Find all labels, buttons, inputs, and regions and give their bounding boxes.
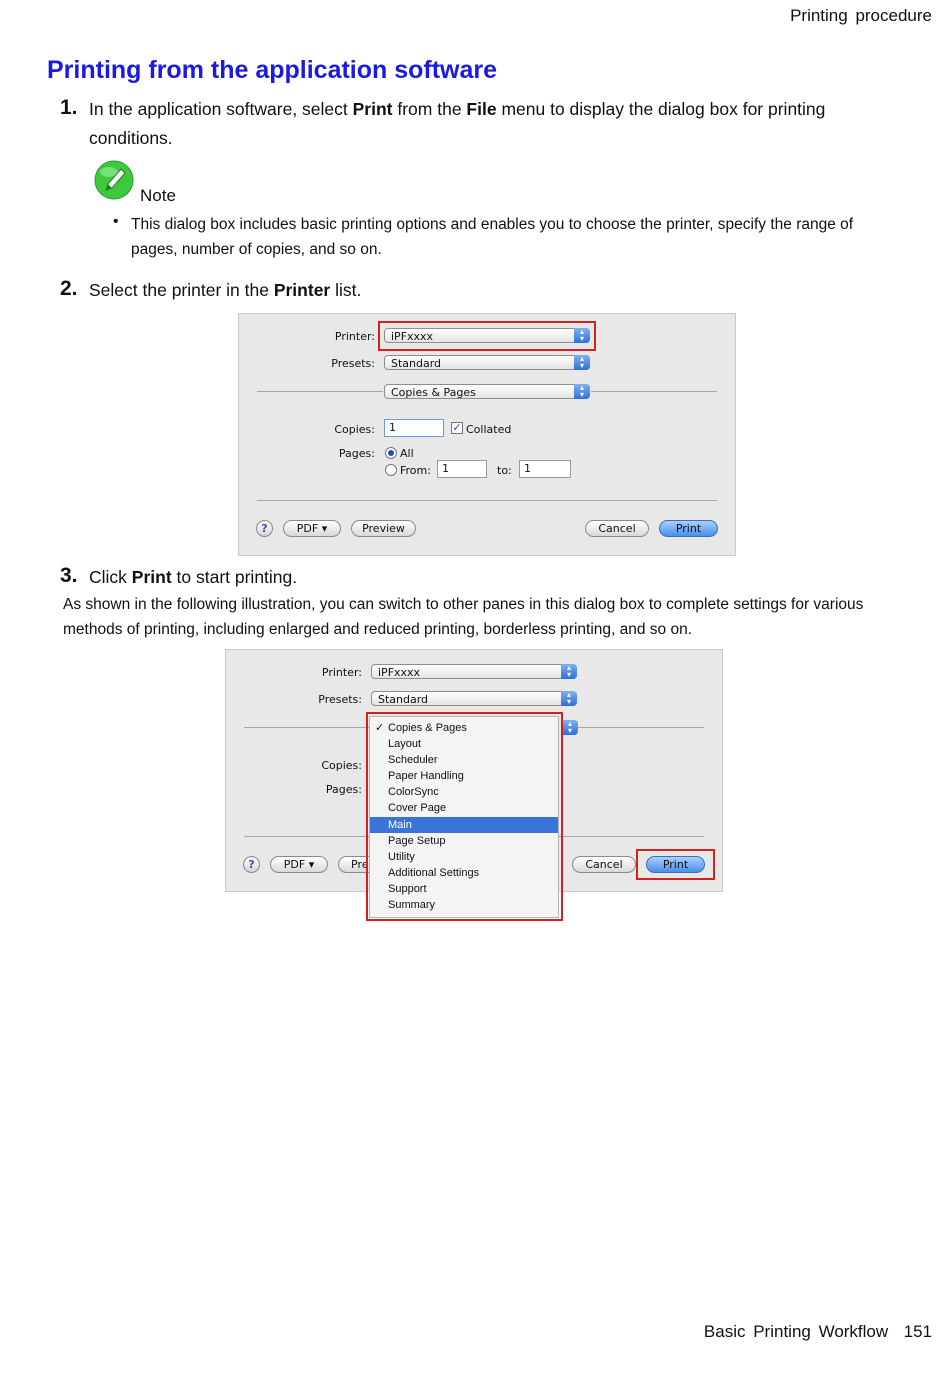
pages-label: Pages: xyxy=(338,447,375,460)
print-highlight-box xyxy=(636,849,715,880)
popup-arrows-icon: ▴ ▾ xyxy=(574,355,590,370)
pane-popup-arrows[interactable] xyxy=(562,720,578,735)
step-3-text-b: to start printing. xyxy=(171,567,298,587)
cancel-button[interactable]: Cancel xyxy=(572,856,636,873)
preview-button-partial[interactable]: Pre xyxy=(338,856,378,873)
menu-item-label: Copies & Pages xyxy=(388,722,467,734)
menu-item-paper-handling[interactable]: Paper Handling xyxy=(388,770,464,782)
menu-item-summary[interactable]: Summary xyxy=(388,899,436,911)
footer-section: Basic Printing Workflow xyxy=(703,1322,889,1341)
pages-from-label: From: xyxy=(400,464,431,477)
step-2-number: 2. xyxy=(60,277,78,300)
pages-from-radio[interactable] xyxy=(385,464,397,476)
step-1-text-c: menu to display the dialog box for printing xyxy=(496,99,826,119)
menu-highlight-box xyxy=(366,712,563,921)
print-button[interactable]: Print xyxy=(659,520,718,537)
separator xyxy=(591,391,717,392)
separator xyxy=(578,727,704,728)
popup-arrows-icon: ▴ ▾ xyxy=(574,328,590,343)
popup-arrows-icon: ▴ ▾ xyxy=(574,384,590,399)
pane-value: Copies & Pages xyxy=(391,386,476,399)
help-button[interactable]: ? xyxy=(243,856,260,873)
copies-field[interactable]: 1 xyxy=(384,419,444,437)
popup-arrows-icon: ▴ ▾ xyxy=(561,691,577,706)
pages-label: Pages: xyxy=(325,783,362,796)
presets-value: Standard xyxy=(378,693,429,706)
note-text: This dialog box includes basic printing options and enables you to choose the printer, specify the range of pages, number of copies, and so on. xyxy=(131,216,854,258)
step-1-file-word: File xyxy=(466,99,497,119)
pdf-button[interactable]: PDF ▾ xyxy=(283,520,341,537)
presets-popup[interactable] xyxy=(371,691,577,706)
page-title: Printing from the application software xyxy=(47,56,498,84)
preview-button[interactable]: Preview xyxy=(351,520,416,537)
running-header: Printing procedure xyxy=(790,6,932,25)
to-label: to: xyxy=(497,464,512,477)
presets-popup[interactable] xyxy=(384,355,590,370)
step-1-text-a: In the application software, select xyxy=(89,99,353,119)
pages-all-label: All xyxy=(400,447,414,460)
menu-item-colorsync[interactable]: ColorSync xyxy=(388,786,439,798)
step-1-text-d: conditions. xyxy=(89,128,173,148)
step-3-text-a: Click xyxy=(89,567,132,587)
collated-label: Collated xyxy=(466,423,512,436)
pdf-button[interactable]: PDF ▾ xyxy=(270,856,328,873)
note-bullet: • xyxy=(113,213,119,230)
printer-popup[interactable] xyxy=(371,664,577,679)
separator xyxy=(257,391,383,392)
printer-label: Printer: xyxy=(321,666,362,679)
presets-label: Presets: xyxy=(331,357,375,370)
cancel-button[interactable]: Cancel xyxy=(585,520,649,537)
printer-label: Printer: xyxy=(334,330,375,343)
menu-item-utility[interactable]: Utility xyxy=(388,851,415,863)
menu-item-page-setup[interactable]: Page Setup xyxy=(388,835,446,847)
step-1-number: 1. xyxy=(60,96,78,119)
step-2-text-a: Select the printer in the xyxy=(89,280,274,300)
copies-label: Copies: xyxy=(334,423,375,436)
step-1-print-word: Print xyxy=(352,99,393,119)
step-3-number: 3. xyxy=(60,564,78,587)
separator xyxy=(257,500,717,501)
step-3-text xyxy=(89,563,297,592)
note-pencil-icon xyxy=(94,160,134,200)
checkmark-icon: ✓ xyxy=(375,722,385,734)
popup-arrows-icon: ▴ ▾ xyxy=(561,664,577,679)
separator xyxy=(244,727,370,728)
step-1-text-b: from the xyxy=(392,99,467,119)
step-1-text xyxy=(89,95,919,153)
presets-label: Presets: xyxy=(318,693,362,706)
printer-value: iPFxxxx xyxy=(391,330,434,343)
step-2-text xyxy=(89,276,361,305)
presets-value: Standard xyxy=(391,357,442,370)
page-number: 151 xyxy=(903,1322,932,1341)
printer-value: iPFxxxx xyxy=(378,666,421,679)
menu-item-cover-page[interactable]: Cover Page xyxy=(388,802,447,814)
step-3-paragraph: As shown in the following illustration, you can switch to other panes in this dialog box to complete settings for various methods of printing, including enlarged and reduced printing, borderless printing, and so on. xyxy=(63,596,864,638)
step-3-print-word: Print xyxy=(131,567,172,587)
collated-checkbox[interactable]: ✓ xyxy=(452,421,462,434)
note-label: Note xyxy=(140,186,176,205)
copies-label: Copies: xyxy=(321,759,362,772)
to-field[interactable]: 1 xyxy=(519,460,571,478)
popup-arrows-icon: ▴ ▾ xyxy=(562,720,578,735)
menu-item-support[interactable]: Support xyxy=(388,883,427,895)
pages-all-radio[interactable] xyxy=(385,447,397,459)
print-dialog-screenshot xyxy=(238,313,736,556)
menu-item-layout[interactable]: Layout xyxy=(388,738,422,750)
menu-item-main[interactable]: Main xyxy=(370,817,558,833)
step-2-printer-word: Printer xyxy=(273,280,331,300)
help-button[interactable]: ? xyxy=(256,520,273,537)
printer-highlight-box xyxy=(378,321,596,351)
page-footer xyxy=(704,1322,932,1342)
menu-item-scheduler[interactable]: Scheduler xyxy=(388,754,438,766)
step-2-text-b: list. xyxy=(330,280,362,300)
menu-item-additional-settings[interactable]: Additional Settings xyxy=(388,867,480,879)
from-field[interactable]: 1 xyxy=(437,460,487,478)
pane-popup[interactable] xyxy=(384,384,590,399)
print-button[interactable]: Print xyxy=(646,856,705,873)
